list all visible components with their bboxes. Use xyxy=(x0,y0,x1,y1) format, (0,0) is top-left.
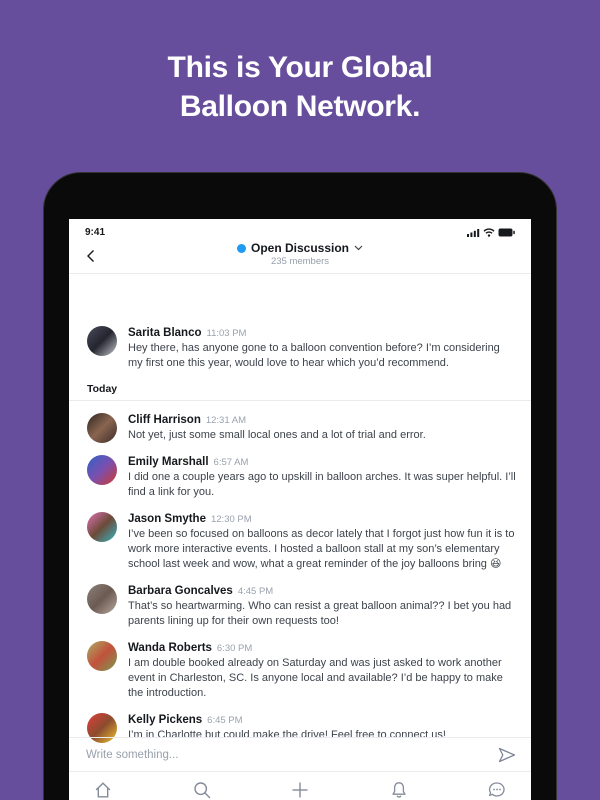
status-icons xyxy=(467,228,515,237)
channel-name: Open Discussion xyxy=(250,241,350,255)
tablet-frame xyxy=(43,172,557,800)
message-body xyxy=(128,512,517,572)
avatar[interactable] xyxy=(87,455,117,485)
status-time: 9:41 xyxy=(85,226,106,238)
message-text: I did one a couple years ago to upskill in balloon arches. It was super helpful. I’ll find a link for you. xyxy=(128,471,516,498)
tab-messages[interactable] xyxy=(487,780,507,800)
message-text: I’ve been so focused on balloons as decor lately that I forgot just how fun it is to work more interactive events. I hosted a balloon stall at my son’s elementary school last week and wow, what a great reminder of the joy balloons bring 😆 xyxy=(128,528,515,570)
message-input[interactable] xyxy=(84,748,498,762)
message xyxy=(69,326,531,371)
message-time: 4:45 PM xyxy=(237,586,274,597)
message-time: 12:30 PM xyxy=(210,514,252,525)
date-divider-line xyxy=(69,400,531,401)
tab-search[interactable] xyxy=(192,780,212,800)
header-divider xyxy=(69,273,531,274)
message-body xyxy=(128,326,517,371)
page-title-line2: Balloon Network. xyxy=(179,90,421,123)
message-text: That’s so heartwarming. Who can resist a great balloon animal?? I bet you had parents lining up for their own requests too! xyxy=(128,600,512,627)
message xyxy=(69,512,531,572)
message-author: Kelly Pickens xyxy=(128,714,203,726)
message-time: 6:30 PM xyxy=(216,643,253,654)
message-body xyxy=(128,641,517,701)
channel-members: 235 members xyxy=(270,256,330,267)
search-icon xyxy=(192,780,212,800)
plus-icon xyxy=(290,780,310,800)
page-title-line1: This is Your Global xyxy=(167,51,433,84)
message-time: 6:45 PM xyxy=(207,715,243,726)
tab-home[interactable] xyxy=(93,780,113,800)
paper-plane-icon xyxy=(498,747,516,763)
tab-notifications[interactable] xyxy=(389,780,409,800)
send-button[interactable] xyxy=(498,747,516,763)
wifi-icon xyxy=(483,228,495,237)
composer xyxy=(69,737,531,772)
message xyxy=(69,641,531,701)
tab-create[interactable] xyxy=(290,780,310,800)
channel-status-dot xyxy=(237,244,246,253)
app-screen xyxy=(69,219,531,800)
home-icon xyxy=(93,780,113,800)
battery-icon xyxy=(498,228,515,237)
status-bar xyxy=(69,219,531,240)
message-text: Not yet, just some small local ones and a lot of trial and error. xyxy=(128,429,426,441)
message xyxy=(69,413,531,443)
channel-selector[interactable] xyxy=(237,241,363,255)
date-divider xyxy=(69,383,531,401)
avatar[interactable] xyxy=(87,326,117,356)
date-divider-label: Today xyxy=(87,383,118,395)
message-list xyxy=(69,326,531,755)
message-body xyxy=(128,413,426,443)
bell-icon xyxy=(389,780,409,800)
avatar[interactable] xyxy=(87,641,117,671)
message-text: Hey there, has anyone gone to a balloon convention before? I’m considering my first one this year, would love to hear which you’d recommend. xyxy=(128,342,500,369)
message-time: 12:31 AM xyxy=(205,415,246,426)
chevron-down-icon xyxy=(354,245,363,251)
message-body xyxy=(128,584,517,629)
chat-header xyxy=(69,240,531,273)
message-time: 6:57 AM xyxy=(213,457,249,468)
avatar[interactable] xyxy=(87,584,117,614)
avatar[interactable] xyxy=(87,413,117,443)
message-body xyxy=(128,455,517,500)
tab-bar xyxy=(69,771,531,800)
cellular-icon xyxy=(467,228,480,237)
message-author: Cliff Harrison xyxy=(128,414,201,426)
avatar[interactable] xyxy=(87,512,117,542)
message xyxy=(69,584,531,629)
message xyxy=(69,455,531,500)
message-text: I am double booked already on Saturday and was just asked to work another event in Charleston, SC. Is anyone local and available? I’d be happy to make the introduction. xyxy=(128,657,503,699)
message-text: I’m in Charlotte but could make the drive! Feel free to connect us! xyxy=(128,729,446,741)
message-author: Wanda Roberts xyxy=(128,642,212,654)
page-title xyxy=(0,48,600,126)
message-author: Emily Marshall xyxy=(128,456,209,468)
message-author: Jason Smythe xyxy=(128,513,206,525)
message-author: Sarita Blanco xyxy=(128,327,202,339)
message-author: Barbara Goncalves xyxy=(128,585,233,597)
chat-bubble-icon xyxy=(487,780,507,800)
message-time: 11:03 PM xyxy=(206,328,247,339)
